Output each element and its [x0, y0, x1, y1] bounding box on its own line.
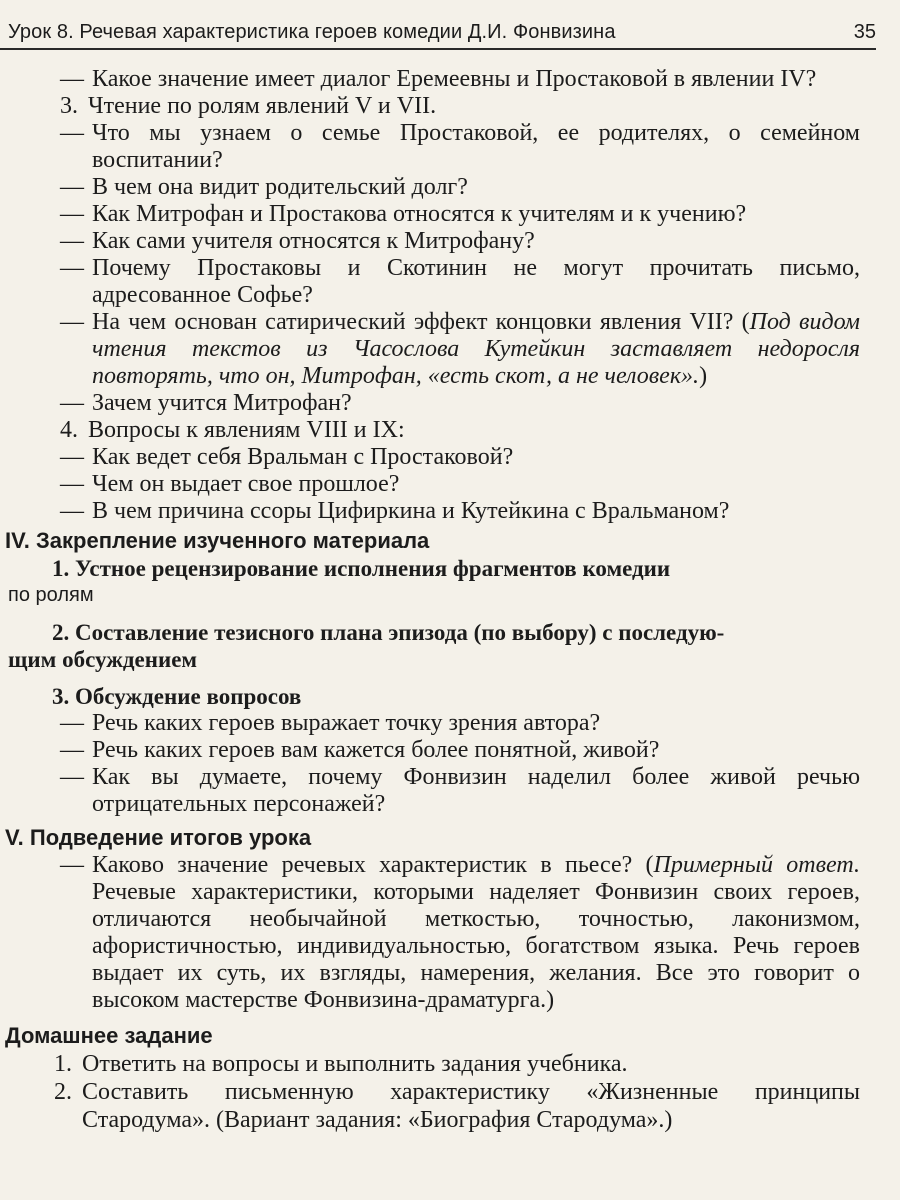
question-text: Как сами учителя относятся к Митрофану? [92, 228, 535, 254]
subsection-text: 2. Составление тезисного плана эпизода (по выбору) с последую- [52, 620, 725, 645]
dash-marker: — [60, 471, 84, 497]
question-item [0, 498, 880, 525]
item-text: Вопросы к явлениям VIII и IX: [88, 417, 405, 443]
numbered-item [0, 93, 880, 120]
subsection-text: 3. Обсуждение вопросов [52, 684, 302, 709]
homework-item [0, 1078, 880, 1134]
subsection-text: 1. Устное рецензирование исполнения фрагментов комедии [52, 556, 671, 581]
question-item [0, 444, 880, 471]
question-text: Речь каких героев вам кажется более понятной, живой? [92, 737, 660, 763]
closing-paren: ) [699, 363, 708, 389]
item-number: 4. [60, 417, 78, 443]
question-text: Как Митрофан и Простакова относятся к учителям и к учению? [92, 201, 747, 227]
question-text: Как вы думаете, почему Фонвизин наделил более живой речью отрицательных персонажей? [92, 764, 860, 817]
dash-marker: — [60, 66, 84, 92]
question-text: Речь каких героев выражает точку зрения автора? [92, 710, 601, 736]
homework-item [0, 1050, 880, 1078]
header-title: Урок 8. Речевая характеристика героев комедии Д.И. Фонвизина [8, 21, 616, 43]
question-text: Что мы узнаем о семье Простаковой, ее родителях, о семейном воспитании? [92, 120, 860, 173]
question-item [0, 228, 880, 255]
question-item [0, 764, 880, 818]
homework-heading: Домашнее задание [5, 1023, 213, 1048]
question-item [0, 710, 880, 737]
question-text: На чем основан сатирический эффект концовки явления VII? ( [92, 309, 750, 335]
question-text: В чем причина ссоры Цифиркина и Кутейкина с Вральманом? [92, 498, 730, 524]
dash-marker: — [60, 255, 84, 281]
dash-marker: — [60, 390, 84, 416]
subsection-heading [0, 683, 880, 710]
page-body [0, 66, 880, 1134]
page-number: 35 [853, 21, 876, 43]
subsection-heading [0, 619, 880, 673]
subsection-heading [0, 555, 880, 609]
item-number: 3. [60, 93, 78, 119]
question-item [0, 201, 880, 228]
dash-marker: — [60, 852, 84, 878]
question-item [0, 120, 880, 174]
item-text: Чтение по ролям явлений V и VII. [88, 93, 437, 119]
dash-marker: — [60, 201, 84, 227]
dash-marker: — [60, 309, 84, 335]
dash-marker: — [60, 444, 84, 470]
sample-answer-label: Примерный ответ. [653, 852, 861, 878]
question-item [0, 737, 880, 764]
question-item [0, 852, 880, 1014]
question-item [0, 255, 880, 309]
question-text: Каково значение речевых характеристик в пьесе? ( [92, 852, 654, 878]
question-text: Почему Простаковы и Скотинин не могут прочитать письмо, адресованное Софье? [92, 255, 860, 308]
question-item [0, 309, 880, 390]
section-heading-iv: IV. Закрепление изученного материала [5, 528, 430, 553]
sample-answer-text: Речевые характеристики, которыми наделяет Фонвизин своих героев, отличаются необычайной меткостью, точностью, лаконизмом, афористичностью, индивидуальностью, богатством языка. Речь героев выдает их суть, их взгляды, намерения, желания. Все это говорит о высоком мастерстве Фонвизина-драматурга.) [92, 879, 860, 1013]
question-text: Какое значение имеет диалог Еремеевны и Простаковой в явлении IV? [92, 66, 817, 92]
running-header [0, 18, 876, 50]
dash-marker: — [60, 228, 84, 254]
homework-text: Составить письменную характеристику «Жизненные принципы Стародума». (Вариант задания: «Биография Стародума».) [82, 1079, 860, 1133]
dash-marker: — [60, 710, 84, 736]
question-item [0, 390, 880, 417]
item-number: 1. [54, 1051, 72, 1077]
question-text: Как ведет себя Вральман с Простаковой? [92, 444, 514, 470]
dash-marker: — [60, 764, 84, 790]
dash-marker: — [60, 174, 84, 200]
homework-text: Ответить на вопросы и выполнить задания учебника. [82, 1051, 628, 1077]
question-item [0, 174, 880, 201]
item-number: 2. [54, 1079, 72, 1105]
dash-marker: — [60, 737, 84, 763]
subsection-text-continued: по ролям [8, 584, 94, 606]
dash-marker: — [60, 498, 84, 524]
question-text: Зачем учится Митрофан? [92, 390, 352, 416]
question-answer-italic: Под видом чтения текстов из Часослова Кутейкин заставляет недоросля повторять, что он, Митрофан, «есть скот, а не человек». [92, 309, 860, 389]
question-text: В чем она видит родительский долг? [92, 174, 468, 200]
question-item [0, 471, 880, 498]
numbered-item [0, 417, 880, 444]
question-item [0, 66, 880, 93]
question-text: Чем он выдает свое прошлое? [92, 471, 400, 497]
section-heading-v: V. Подведение итогов урока [5, 825, 312, 850]
subsection-text-continued: щим обсуждением [8, 647, 198, 672]
dash-marker: — [60, 120, 84, 146]
